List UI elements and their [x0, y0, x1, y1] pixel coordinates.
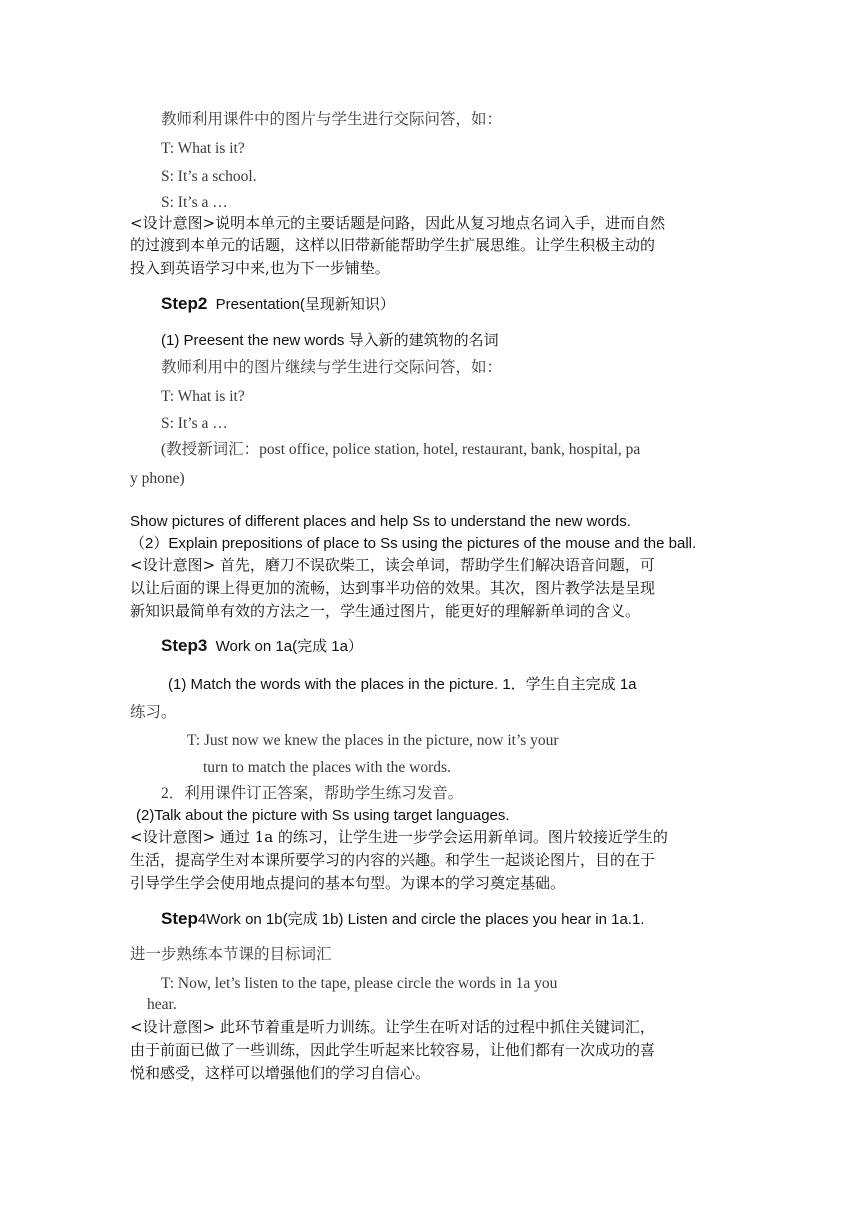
text-line: (1) Preesent the new words 导入新的建筑物的名词 — [161, 332, 499, 349]
step2-title: Presentation(呈现新知识） — [215, 296, 395, 313]
text-line: S: It’s a school. — [161, 168, 257, 185]
design-intent-line: <设计意图>说明本单元的主要话题是问路，因此从复习地点名词入手，进而自然 — [130, 214, 666, 232]
text-line: 教师利用课件中的图片与学生进行交际问答，如： — [161, 111, 503, 128]
design-intent-line: <设计意图> 此环节着重是听力训练。让学生在听对话的过程中抓住关键词汇， — [130, 1018, 655, 1036]
text-line: (教授新词汇：post office, police station, hotel, restaurant, bank, hospital, pa — [161, 441, 641, 458]
text-line: hear. — [147, 996, 177, 1013]
text-line: 生活，提高学生对本课所要学习的内容的兴趣。和学生一起谈论图片，目的在于 — [130, 851, 656, 869]
text-line: 练习。 — [130, 704, 177, 721]
step4-label: Step — [161, 909, 198, 928]
text-line: T: What is it? — [161, 388, 245, 405]
text-line: 悦和感受，这样可以增强他们的学习自信心。 — [130, 1064, 431, 1082]
text-line: 由于前面已做了一些训练，因此学生听起来比较容易，让他们都有一次成功的喜 — [130, 1041, 656, 1059]
text-line: (1) Match the words with the places in the picture. 1．学生自主完成 1a — [168, 676, 637, 693]
text-line: 引导学生学会使用地点提问的基本句型。为课本的学习奠定基础。 — [130, 874, 566, 892]
step4-title: 4Work on 1b(完成 1b) Listen and circle the places you hear in 1a.1. — [197, 911, 645, 928]
text-line: S: It’s a … — [161, 415, 228, 432]
text-line: 的过渡到本单元的话题，这样以旧带新能帮助学生扩展思维。让学生积极主动的 — [130, 236, 656, 254]
text-line: turn to match the places with the words. — [203, 759, 451, 776]
step3-label: Step3 — [161, 636, 208, 655]
design-intent-line: <设计意图> 通过 1a 的练习，让学生进一步学会运用新单词。图片较接近学生的 — [130, 828, 668, 846]
step3-title: Work on 1a(完成 1a） — [215, 638, 363, 655]
text-line: 以让后面的课上得更加的流畅，达到事半功倍的效果。其次，图片教学法是呈现 — [130, 579, 656, 597]
text-line: 2．利用课件订正答案，帮助学生练习发音。 — [161, 785, 464, 802]
text-line: 新知识最简单有效的方法之一，学生通过图片，能更好的理解新单词的含义。 — [130, 602, 641, 620]
text-line: T: Now, let’s listen to the tape, please circle the words in 1a you — [161, 975, 558, 992]
design-intent-line: <设计意图> 首先，磨刀不误砍柴工，读会单词，帮助学生们解决语音问题，可 — [130, 556, 655, 574]
step2-label: Step2 — [161, 294, 208, 313]
text-line: T: Just now we knew the places in the picture, now it’s your — [187, 732, 559, 749]
text-line: 投入到英语学习中来,也为下一步铺垫。 — [130, 259, 390, 277]
text-line: 进一步熟练本节课的目标词汇 — [130, 946, 332, 963]
step2-heading — [161, 295, 395, 312]
step3-heading — [161, 637, 363, 654]
text-line: y phone) — [130, 470, 185, 487]
text-line: (2)Talk about the picture with Ss using target languages. — [136, 807, 510, 824]
text-line: 教师利用中的图片继续与学生进行交际问答，如： — [161, 359, 503, 376]
text-line: T: What is it? — [161, 140, 245, 157]
text-line: S: It’s a … — [161, 194, 228, 211]
text-line: （2）Explain prepositions of place to Ss using the pictures of the mouse and the ball. — [130, 535, 697, 552]
step4-heading — [161, 910, 644, 927]
text-line: Show pictures of different places and help Ss to understand the new words. — [130, 513, 631, 530]
